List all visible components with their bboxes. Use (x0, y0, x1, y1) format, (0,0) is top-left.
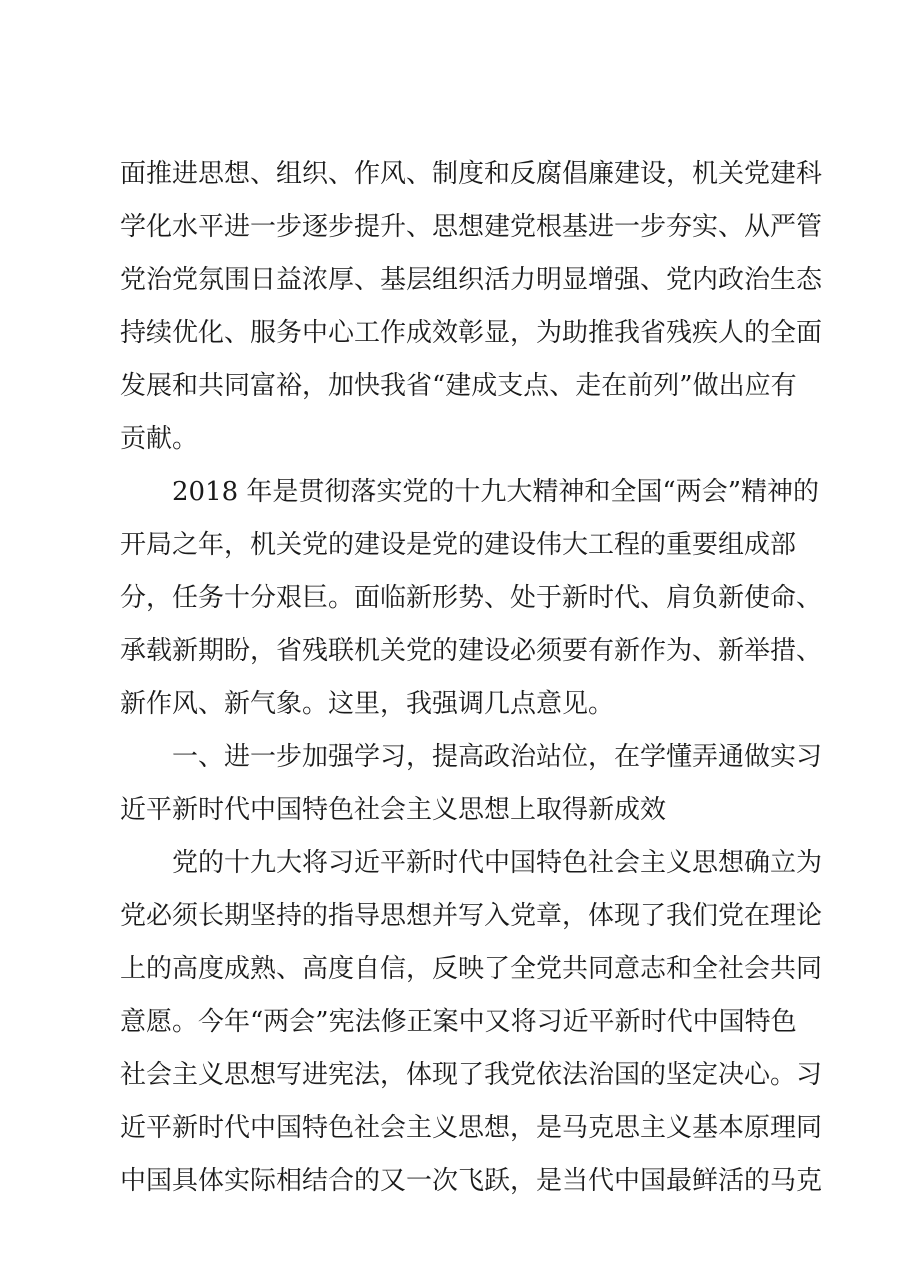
paragraph-4-line-3: 上的高度成熟、高度自信，反映了全党共同意志和全社会共同 (120, 954, 823, 984)
paragraph-4-line-7: 中国具体实际相结合的又一次飞跃，是当代中国最鲜活的马克 (120, 1166, 823, 1196)
paragraph-4-line-6: 近平新时代中国特色社会主义思想，是马克思主义基本原理同 (120, 1113, 823, 1143)
paragraph-2-line-5: 新作风、新气象。这里，我强调几点意见。 (120, 689, 615, 719)
paragraph-2-line-3: 分，任务十分艰巨。面临新形势、处于新时代、肩负新使命、 (120, 583, 823, 613)
paragraph-1-line-5: 发展和共同富裕，加快我省“建成支点、走在前列”做出应有 (120, 371, 797, 401)
paragraph-2-line-2: 开局之年，机关党的建设是党的建设伟大工程的重要组成部 (120, 530, 797, 560)
paragraph-2-line-4: 承载新期盼，省残联机关党的建设必须要有新作为、新举措、 (120, 636, 823, 666)
paragraph-2-line-1: 2018 年是贯彻落实党的十九大精神和全国“两会”精神的 (172, 477, 820, 507)
paragraph-1-line-6: 贡献。 (120, 424, 199, 454)
paragraph-4-line-1: 党的十九大将习近平新时代中国特色社会主义思想确立为 (172, 848, 823, 878)
paragraph-1-line-4: 持续优化、服务中心工作成效彰显，为助推我省残疾人的全面 (120, 318, 823, 348)
section-heading-line-2: 近平新时代中国特色社会主义思想上取得新成效 (120, 795, 667, 825)
section-heading-line-1: 一、进一步加强学习，提高政治站位，在学懂弄通做实习 (172, 742, 823, 772)
paragraph-1-line-3: 党治党氛围日益浓厚、基层组织活力明显增强、党内政治生态 (120, 265, 823, 295)
paragraph-1-line-2: 学化水平进一步逐步提升、思想建党根基进一步夯实、从严管 (120, 212, 823, 242)
paragraph-1-line-1: 面推进思想、组织、作风、制度和反腐倡廉建设，机关党建科 (120, 159, 823, 189)
paragraph-4-line-4: 意愿。今年“两会”宪法修正案中又将习近平新时代中国特色 (120, 1007, 797, 1037)
paragraph-4-line-2: 党必须长期坚持的指导思想并写入党章，体现了我们党在理论 (120, 901, 823, 931)
paragraph-4-line-5: 社会主义思想写进宪法，体现了我党依法治国的坚定决心。习 (120, 1060, 823, 1090)
